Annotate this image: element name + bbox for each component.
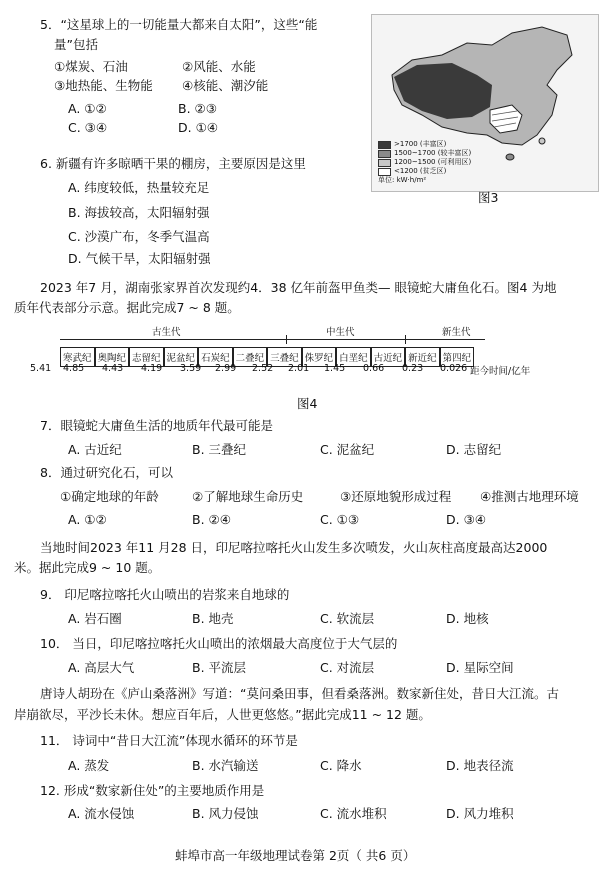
q10-choice-b: B. 平流层 <box>192 660 247 675</box>
q7-choice-b: B. 三叠纪 <box>192 442 247 457</box>
boundary-value: 4.43 <box>102 363 124 374</box>
q8-choice-c: C. ①③ <box>320 512 360 527</box>
legend-swatch-4 <box>378 168 391 176</box>
q8-choice-d: D. ③④ <box>446 512 486 527</box>
q5-choice-c: C. ③④ <box>68 120 108 135</box>
boundary-value: 4.19 <box>141 363 163 374</box>
q9-choice-c: C. 软流层 <box>320 611 375 626</box>
boundary-value: 0.23 <box>402 363 424 374</box>
q10-choice-d: D. 星际空间 <box>446 660 514 675</box>
legend-swatch-1 <box>378 141 391 149</box>
q9-choice-b: B. 地壳 <box>192 611 234 626</box>
q8-choice-b: B. ②④ <box>192 512 231 527</box>
q6-choice-d: D. 气候干旱，太阳辐射强 <box>68 251 211 266</box>
q9-stem: 9． 印尼喀拉喀托火山喷出的岩浆来自地球的 <box>40 587 290 602</box>
q8-option-4: ④推测古地理环境 <box>480 489 579 504</box>
period-cell: 古近纪 <box>371 347 406 367</box>
q10-choice-c: C. 对流层 <box>320 660 375 675</box>
legend-swatch-2 <box>378 150 391 158</box>
period-cell: 第四纪 <box>440 347 475 367</box>
boundary-value: 4.85 <box>63 363 85 374</box>
period-cell: 寒武纪 <box>60 347 95 367</box>
q8-option-2: ②了解地球生命历史 <box>192 489 304 504</box>
legend-label-1: >1700 (丰富区) <box>394 140 447 148</box>
q12-choice-a: A. 流水侵蚀 <box>68 806 135 821</box>
q10-stem: 10． 当日，印尼喀拉喀托火山喷出的浓烟最大高度位于大气层的 <box>40 636 398 651</box>
period-cell: 新近纪 <box>405 347 440 367</box>
q5-option-2: ②风能、水能 <box>182 59 256 74</box>
q8-choice-a: A. ①② <box>68 512 107 527</box>
legend-unit: 单位: kW·h/m² <box>378 176 427 184</box>
q11-choice-b: B. 水汽输送 <box>192 758 259 773</box>
period-cell: 泥盆纪 <box>164 347 199 367</box>
figure-4-caption: 图4 <box>297 396 318 411</box>
q11-choice-d: D. 地表径流 <box>446 758 514 773</box>
q12-choice-b: B. 风力侵蚀 <box>192 806 259 821</box>
q10-choice-a: A. 高层大气 <box>68 660 135 675</box>
q6-choice-a: A. 纬度较低，热量较充足 <box>68 180 210 195</box>
boundary-value: 3.59 <box>180 363 202 374</box>
q12-choice-c: C. 流水堆积 <box>320 806 387 821</box>
q5-stem-line2: 量”包括 <box>54 37 98 52</box>
boundary-value: 2.99 <box>215 363 237 374</box>
q7-choice-c: C. 泥盆纪 <box>320 442 375 457</box>
q5-stem-line1: 5．“这星球上的一切能量大都来自太阳”，这些“能 <box>40 17 318 32</box>
period-cell: 石炭纪 <box>198 347 233 367</box>
q9-choice-a: A. 岩石圈 <box>68 611 122 626</box>
intro-7-8-line2: 质年代表部分示意。据此完成7 ~ 8 题。 <box>14 300 240 315</box>
q11-stem: 11． 诗词中“昔日大江流”体现水循环的环节是 <box>40 733 298 748</box>
q8-option-3: ③还原地貌形成过程 <box>340 489 452 504</box>
q6-choice-c: C. 沙漠广布，冬季气温高 <box>68 229 210 244</box>
period-cell: 二叠纪 <box>233 347 268 367</box>
q5-choice-a: A. ①② <box>68 101 107 116</box>
boundary-value: 2.52 <box>252 363 274 374</box>
q5-option-4: ④核能、潮汐能 <box>182 78 269 93</box>
q7-choice-d: D. 志留纪 <box>446 442 502 457</box>
legend-label-3: 1200~1500 (可利用区) <box>394 158 472 166</box>
q12-choice-d: D. 风力堆积 <box>446 806 514 821</box>
period-cell: 白垩纪 <box>336 347 371 367</box>
legend-label-4: <1200 (贫乏区) <box>394 167 447 175</box>
q12-stem: 12. 形成“数家新住处”的主要地质作用是 <box>40 783 265 798</box>
era-divider-1 <box>286 335 287 344</box>
period-cell: 三叠纪 <box>267 347 302 367</box>
intro-9-10-line1: 当地时间2023 年11 月28 日，印尼喀拉喀托火山发生多次喷发，火山灰柱高度最高达2000 <box>40 540 548 555</box>
q11-choice-a: A. 蒸发 <box>68 758 110 773</box>
legend-swatch-3 <box>378 159 391 167</box>
q5-choice-b: B. ②③ <box>178 101 217 116</box>
time-unit: 距今时间/亿年 <box>470 366 531 377</box>
boundary-value: 0.66 <box>363 363 385 374</box>
intro-11-12-line2: 岸崩欲尽，平沙长未休。想应百年后，人世更悠悠。”据此完成11 ~ 12 题。 <box>14 707 431 722</box>
island-hainan <box>506 154 514 160</box>
q11-choice-c: C. 降水 <box>320 758 362 773</box>
timeline-axis <box>60 339 485 340</box>
period-cell: 奥陶纪 <box>95 347 130 367</box>
boundary-value: 0.026 <box>440 363 468 374</box>
era-cenozoic: 新生代 <box>440 324 473 338</box>
intro-9-10-line2: 米。据此完成9 ~ 10 题。 <box>14 560 161 575</box>
intro-7-8-line1: 2023 年7 月，湖南张家界首次发现约4．38 亿年前盔甲鱼类— 眼镜蛇大庸鱼化石。图4 为地 <box>40 280 557 295</box>
q6-choice-b: B. 海拔较高，太阳辐射强 <box>68 205 210 220</box>
q7-choice-a: A. 古近纪 <box>68 442 122 457</box>
era-divider-2 <box>405 335 406 344</box>
geologic-timeline <box>30 326 570 377</box>
q8-option-1: ①确定地球的年龄 <box>60 489 159 504</box>
era-paleozoic: 古生代 <box>150 324 183 338</box>
boundary-value: 5.41 <box>30 363 52 374</box>
q7-stem: 7．眼镜蛇大庸鱼生活的地质年代最可能是 <box>40 418 273 433</box>
q5-option-1: ①煤炭、石油 <box>54 59 128 74</box>
map-legend <box>378 140 471 185</box>
intro-11-12-line1: 唐诗人胡玢在《庐山桑落洲》写道：“莫问桑田事，但看桑落洲。数家新住处，昔日大江流。古 <box>40 686 559 701</box>
period-cell: 志留纪 <box>129 347 164 367</box>
boundary-value: 2.01 <box>288 363 310 374</box>
q9-choice-d: D. 地核 <box>446 611 489 626</box>
figure-3-caption: 图3 <box>478 190 499 205</box>
page-footer: 蚌埠市高一年级地理试卷第 2页（ 共6 页） <box>175 848 416 863</box>
q5-option-3: ③地热能、生物能 <box>54 78 153 93</box>
legend-label-2: 1500~1700 (较丰富区) <box>394 149 472 157</box>
period-cell: 侏罗纪 <box>302 347 337 367</box>
island-taiwan <box>539 138 545 144</box>
q8-stem: 8．通过研究化石，可以 <box>40 465 173 480</box>
q6-stem: 6. 新疆有许多晾晒干果的棚房，主要原因是这里 <box>40 156 306 171</box>
era-mesozoic: 中生代 <box>324 324 357 338</box>
solar-radiation-map <box>371 14 599 192</box>
q5-choice-d: D. ①④ <box>178 120 218 135</box>
boundary-value: 1.45 <box>324 363 346 374</box>
